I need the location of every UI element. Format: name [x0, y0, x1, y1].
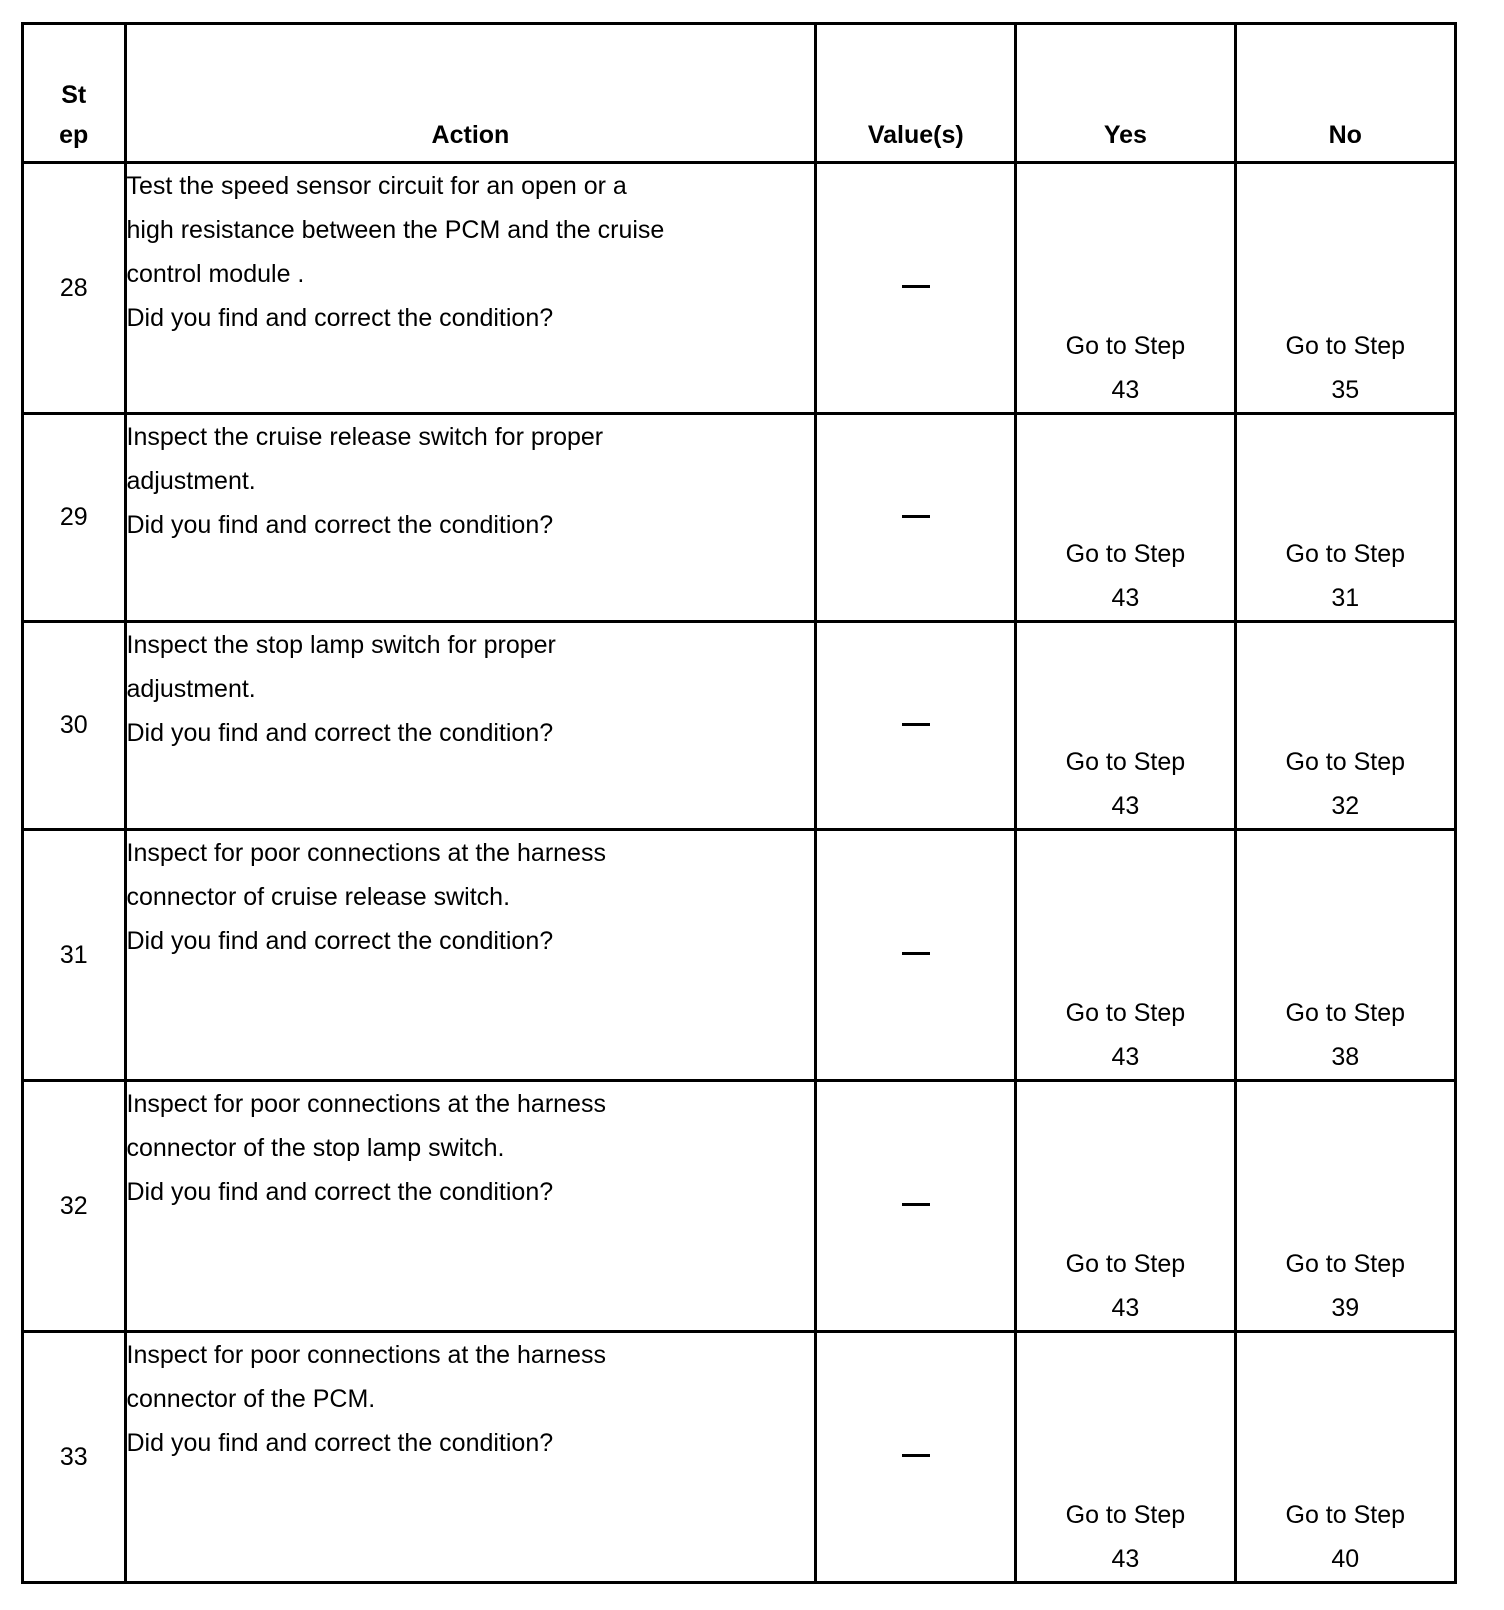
- no-goto-label: Go to Step: [1285, 1501, 1406, 1529]
- table-row: [23, 414, 1456, 622]
- action-cell: [125, 1081, 816, 1332]
- column-header-no: No: [1235, 24, 1455, 163]
- no-goto-label: Go to Step: [1285, 748, 1406, 776]
- value-text: [930, 274, 931, 275]
- no-goto-label: Go to Step: [1285, 999, 1406, 1027]
- step-number: 31: [23, 830, 126, 1081]
- column-header-step-line2: ep: [59, 121, 89, 149]
- action-question: Did you find and correct the condition?: [126, 1178, 554, 1206]
- no-cell: [1235, 830, 1455, 1081]
- yes-cell: [1016, 622, 1235, 830]
- action-question: Did you find and correct the condition?: [126, 719, 554, 747]
- step-number: 29: [23, 414, 126, 622]
- action-question: Did you find and correct the condition?: [126, 511, 554, 539]
- yes-goto-step: 43: [1111, 1545, 1140, 1573]
- step-number: 28: [23, 163, 126, 414]
- yes-goto-label: Go to Step: [1065, 1250, 1186, 1278]
- yes-goto-step: 43: [1111, 1043, 1140, 1071]
- action-cell: [125, 163, 816, 414]
- table-row: [23, 1332, 1456, 1583]
- action-line: adjustment.: [126, 675, 256, 703]
- value-text: [930, 941, 931, 942]
- yes-goto-label: Go to Step: [1065, 332, 1186, 360]
- yes-goto-label: Go to Step: [1065, 540, 1186, 568]
- no-goto-step: 39: [1331, 1294, 1360, 1322]
- value-text: [930, 711, 931, 712]
- no-cell: [1235, 1081, 1455, 1332]
- action-line: Inspect for poor connections at the harness: [126, 1090, 606, 1118]
- value-cell: [816, 622, 1016, 830]
- action-cell: [125, 414, 816, 622]
- action-line: connector of cruise release switch.: [126, 883, 511, 911]
- no-cell: [1235, 1332, 1455, 1583]
- action-line: Inspect for poor connections at the harness: [126, 839, 606, 867]
- table-row: [23, 1081, 1456, 1332]
- no-cell: [1235, 163, 1455, 414]
- no-goto-label: Go to Step: [1285, 332, 1406, 360]
- yes-goto-label: Go to Step: [1065, 999, 1186, 1027]
- action-line: control module .: [126, 260, 305, 288]
- column-header-step-line1: St: [61, 81, 87, 109]
- yes-cell: [1016, 414, 1235, 622]
- step-number: 32: [23, 1081, 126, 1332]
- yes-goto-label: Go to Step: [1065, 1501, 1186, 1529]
- no-goto-step: 31: [1331, 584, 1360, 612]
- yes-cell: [1016, 830, 1235, 1081]
- action-line: Inspect the cruise release switch for proper: [126, 423, 604, 451]
- action-question: Did you find and correct the condition?: [126, 304, 554, 332]
- em-dash-mark: [902, 723, 930, 726]
- em-dash-mark: [902, 285, 930, 288]
- action-line: connector of the stop lamp switch.: [126, 1134, 505, 1162]
- column-header-yes: Yes: [1016, 24, 1235, 163]
- table-row: [23, 830, 1456, 1081]
- em-dash-mark: [902, 952, 930, 955]
- value-cell: [816, 1081, 1016, 1332]
- action-line: high resistance between the PCM and the cruise: [126, 216, 665, 244]
- column-header-values: Value(s): [816, 24, 1016, 163]
- no-goto-label: Go to Step: [1285, 1250, 1406, 1278]
- yes-goto-step: 43: [1111, 376, 1140, 404]
- value-cell: [816, 414, 1016, 622]
- value-cell: [816, 163, 1016, 414]
- value-cell: [816, 830, 1016, 1081]
- no-goto-step: 35: [1331, 376, 1360, 404]
- action-question: Did you find and correct the condition?: [126, 927, 554, 955]
- action-line: adjustment.: [126, 467, 256, 495]
- no-goto-label: Go to Step: [1285, 540, 1406, 568]
- no-goto-step: 32: [1331, 792, 1360, 820]
- action-cell: [125, 830, 816, 1081]
- table-row: [23, 163, 1456, 414]
- value-cell: [816, 1332, 1016, 1583]
- action-line: Inspect the stop lamp switch for proper: [126, 631, 556, 659]
- header-row: [23, 24, 1456, 163]
- no-cell: [1235, 622, 1455, 830]
- diagnostic-table: [21, 22, 1457, 1584]
- action-question: Did you find and correct the condition?: [126, 1429, 554, 1457]
- action-line: connector of the PCM.: [126, 1385, 376, 1413]
- column-header-step: [23, 24, 126, 163]
- em-dash-mark: [902, 1454, 930, 1457]
- action-line: Test the speed sensor circuit for an open or a: [126, 172, 627, 200]
- action-cell: [125, 622, 816, 830]
- action-cell: [125, 1332, 816, 1583]
- em-dash-mark: [902, 515, 930, 518]
- value-text: [930, 503, 931, 504]
- yes-goto-label: Go to Step: [1065, 748, 1186, 776]
- no-goto-step: 40: [1331, 1545, 1360, 1573]
- yes-cell: [1016, 1081, 1235, 1332]
- column-header-action: Action: [125, 24, 816, 163]
- yes-cell: [1016, 163, 1235, 414]
- em-dash-mark: [902, 1203, 930, 1206]
- value-text: [930, 1192, 931, 1193]
- yes-goto-step: 43: [1111, 792, 1140, 820]
- step-number: 33: [23, 1332, 126, 1583]
- yes-goto-step: 43: [1111, 584, 1140, 612]
- value-text: [930, 1443, 931, 1444]
- step-number: 30: [23, 622, 126, 830]
- action-line: Inspect for poor connections at the harness: [126, 1341, 606, 1369]
- no-goto-step: 38: [1331, 1043, 1360, 1071]
- yes-cell: [1016, 1332, 1235, 1583]
- table-row: [23, 622, 1456, 830]
- no-cell: [1235, 414, 1455, 622]
- yes-goto-step: 43: [1111, 1294, 1140, 1322]
